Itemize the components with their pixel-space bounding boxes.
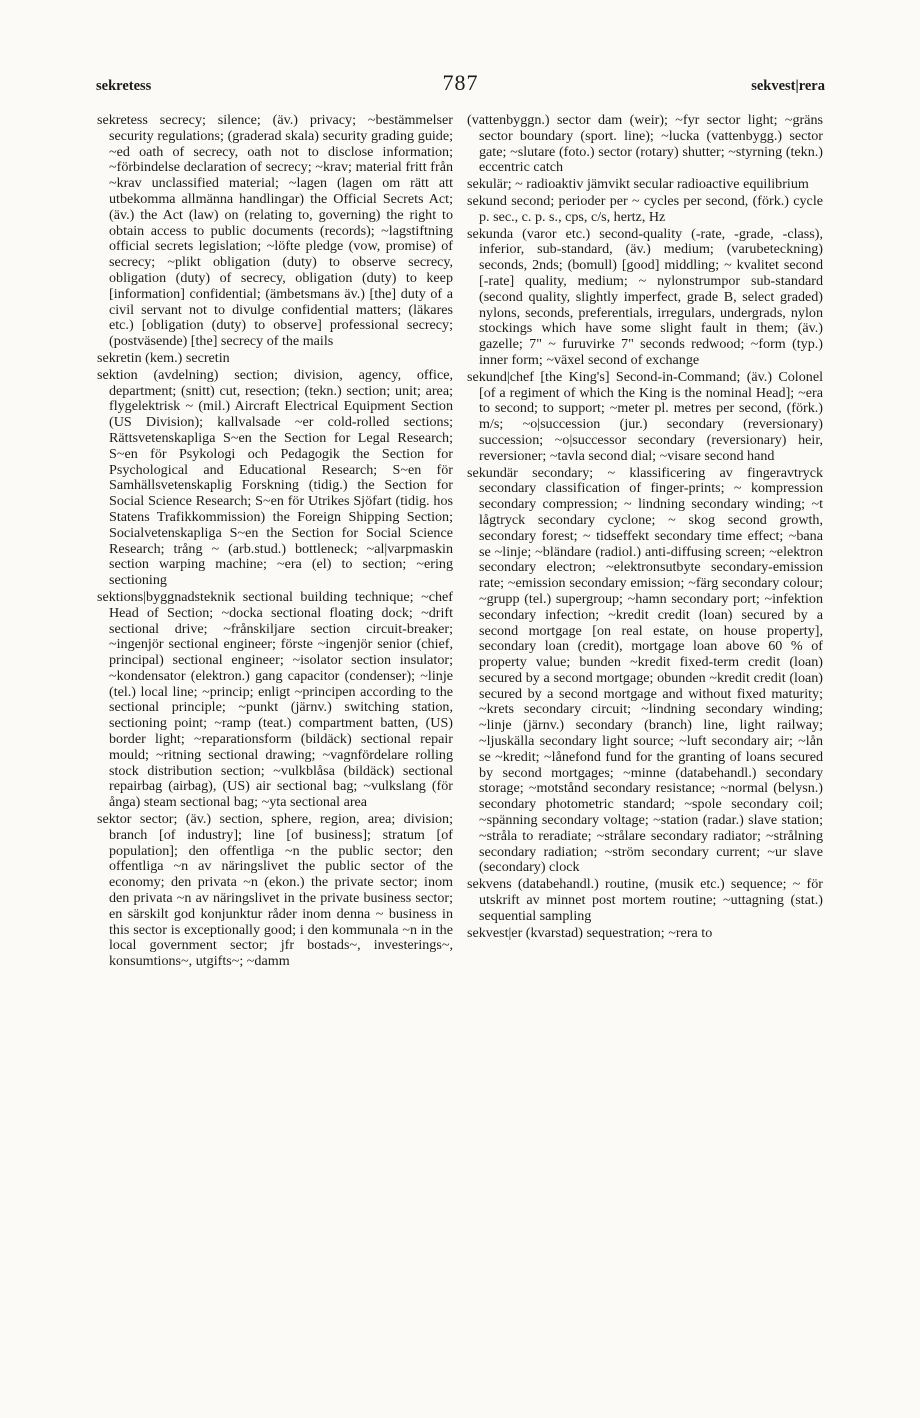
entry-sekvester: sekvest|er (kvarstad) sequestration; ~rera to — [467, 924, 713, 941]
entry-sekunda: sekunda (varor etc.) second-quality (-rate, -grade, -class), inferior, sub-standard, (äv.) medium; (varubeteckning) seconds, 2nds; (bomull) [good] middling; ~ kvalitet second [-rate] quality, medium; ~ nylonstrumpor sub-standard (second quality, slightly imperfect, grade B, select graded) nylons, seconds, preferentials, irregulars, undergrads, nylon stockings which have some slight fault in them; (äv.) gazelle; 7" ~ furuvirke 7" seconds redwood; ~form (typ.) inner form; ~växel second of exchange — [467, 225, 823, 368]
entry-sekretin: sekretin (kem.) secretin — [97, 349, 230, 366]
entry-sektor-continued: (vattenbyggn.) sector dam (weir); ~fyr sector light; ~gräns sector boundary (sport. line); ~lucka (vattenbygg.) sector gate; ~slutare (foto.) sector (rotary) shutter; ~styrning (tekn.) eccentric catch — [467, 112, 823, 176]
entry-sekundchef: sekund|chef [the King's] Second-in-Command; (äv.) Colonel [of a regiment of which the King is the nominal Head]; ~era to second; to support; ~meter pl. metres per second, (förk.) m/s; ~o|succession (jur.) secondary (reversionary) succession; ~o|successor secondary (reversionary) heir, reversioner; ~tavla second dial; ~visare second hand — [467, 368, 823, 464]
right-running-headword: sekvest|rera — [751, 78, 825, 94]
entry-sekund: sekund second; perioder per ~ cycles per second, (förk.) cycle p. sec., c. p. s., cps, c/s, hertz, Hz — [467, 192, 823, 225]
page-number: 787 — [442, 70, 479, 95]
right-column — [467, 113, 823, 942]
entry-sekular: sekulär; ~ radioaktiv jämvikt secular radioactive equilibrium — [467, 176, 809, 193]
entry-sektionsbyggnadsteknik: sektions|byggnadsteknik sectional building technique; ~chef Head of Section; ~docka sectional floating dock; ~drift sectional drive; ~frånskiljare section circuit-breaker; ~ingenjör sectional engineer; förste ~ingenjör senior (chief, principal) sectional engineer; ~isolator section insulator; ~kondensator (elektron.) gang capacitor (condenser); ~linje (tel.) local line; ~princip; enligt ~principen according to the sectional principle; ~punkt (järnv.) switching station, sectioning point; ~ramp (teat.) compartment batten, (US) border light; ~reparationsform (bildäck) sectional repair mould; ~ritning sectional drawing; ~vagnfördelare rolling stock distribution section; ~vulkblåsa (bildäck) sectional repairbag (airbag), (US) air sectional bag; ~vulkslang (för ånga) steam sectional bag; ~yta sectional area — [97, 588, 453, 811]
entry-sekundar: sekundär secondary; ~ klassificering av fingeravtryck secondary classification of finger-prints; ~ kompression secondary compression; ~ lindning secondary winding; ~t lågtryck secondary cyclone; ~ skog second growth, secondary forest; ~ tidseffekt secondary time effect; ~bana se ~linje; ~bländare (radiol.) anti-diffusing screen; ~elektron secondary electron; ~elektronsutbyte secondary-emission rate; ~emission secondary emission; ~färg secondary colour; ~grupp (tel.) supergroup; ~hamn secondary port; ~infektion secondary infection; ~kredit credit (loan) secured by a second mortgage [on real estate, on house property], secondary loan (credit), mortgage loan above 60 % of property value; bunden ~kredit fixed-term credit (loan) secured by a second mortgage; obunden ~kredit credit (loan) secured by a second mortgage and without fixed maturity; ~krets secondary circuit; ~lindning secondary winding; ~linje (järnv.) secondary (branch) line, light railway; ~ljuskälla secondary light source; ~luft secondary air; ~lån se ~kredit; ~lånefond fund for the granting of loans secured by second mortgages; ~minne (databehandl.) secondary storage; ~motstånd secondary resistance; ~normal (belysn.) secondary photometric standard; ~spole secondary coil; ~spänning secondary voltage; ~station (radar.) slave station; ~stråla to reradiate; ~strålare secondary radiator; ~strålning secondary radiation; ~ström secondary current; ~ur slave (secondary) clock — [467, 464, 823, 876]
entry-sektor: sektor sector; (äv.) section, sphere, region, area; division; branch [of industry]; line [of business]; stratum [of population]; den offentliga ~n the public sector; den offentliga ~n av näringslivet the public sector of the economy; den privata ~n (ekon.) the private sector; inom den privata ~n av näringslivet in the private business sector; en särskilt god konjunktur råder inom denna ~ business in this sector is exceptionally good; i den kommunala ~n in the local government sector; jfr bostads~, investerings~, konsumtions~, utgifts~; ~damm — [97, 811, 453, 970]
entry-sektion: sektion (avdelning) section; division, agency, office, department; (snitt) cut, resection; (tekn.) section; unit; area; flygelektrisk ~ (mil.) Aircraft Electrical Equipment Section (US Division); kallvalsade ~er cold-rolled sections; Rättsvetenskapliga S~en the Section for Legal Research; S~en för Psykologi och Pedagogik the Section for Psychological and Educational Research; S~en för Samhällsvetenskaplig Forskning (tidig.) the Section for Social Science Research; S~en för Utrikes Sjöfart (tidig. hos Statens Trafikkommission) the Foreign Shipping Section; Socialvetenskapliga S~en the Section for Social Science Research; trång ~ (arb.stud.) bottleneck; ~al|varpmaskin section warping machine; ~era (el) to section; ~ering sectioning — [97, 366, 453, 589]
entry-sekretess: sekretess secrecy; silence; (äv.) privacy; ~bestämmelser security regulations; (graderad skala) security grading guide; ~ed oath of secrecy, oath not to disclose information; ~förbindelse declaration of secrecy; ~krav; material fritt från ~krav unclassified material; ~lagen (lagen om rätt att utbekomma allmänna handlingar) the Official Secrets Act; (äv.) the Act (law) on (relating to, governing) the right to obtain access to public documents (records); ~lagstiftning official secrets legislation; ~löfte pledge (vow, promise) of secrecy; ~plikt obligation (duty) to observe secrecy, obligation (duty) of secrecy, obligation (duty) to keep [information] confidential; (ämbetsmans äv.) [the] duty of a civil servant not to divulge confidential matters; (läkares etc.) [obligation (duty) to observe] professional secrecy; (postväsende) [the] secrecy of the mails — [97, 112, 453, 350]
left-column — [97, 113, 453, 971]
left-running-headword: sekretess — [96, 78, 152, 94]
page-header — [96, 70, 825, 102]
entry-sekvens: sekvens (databehandl.) routine, (musik etc.) sequence; ~ för utskrift av minnet post mortem routine; ~uttagning (stat.) sequential sampling — [467, 876, 823, 924]
